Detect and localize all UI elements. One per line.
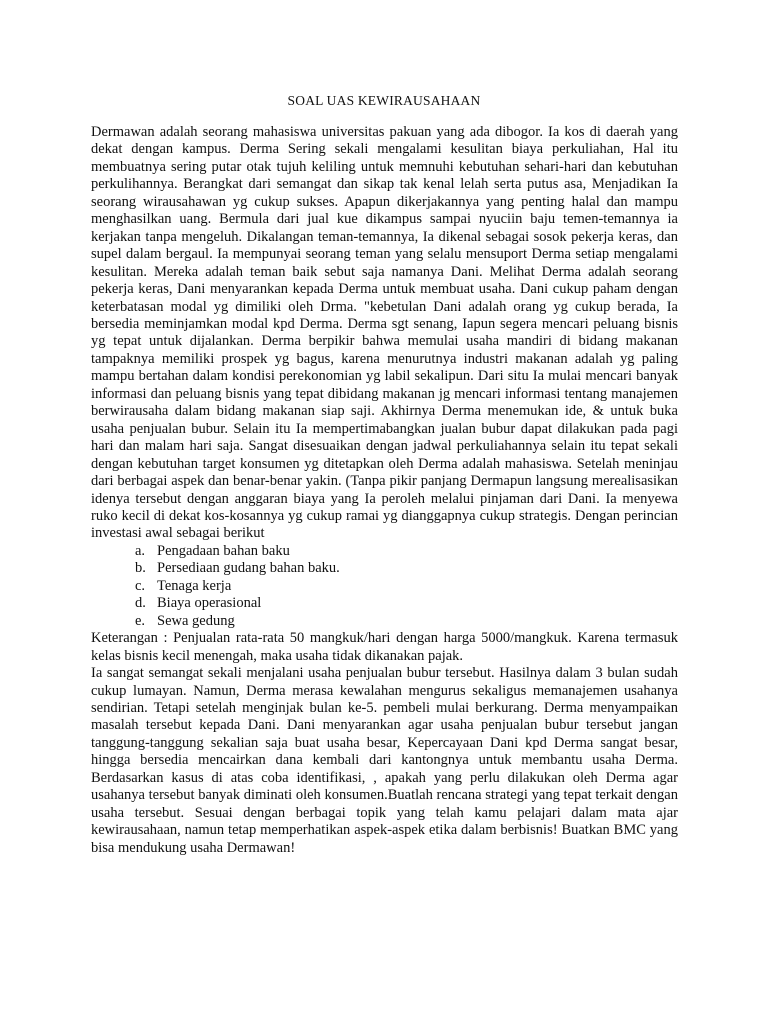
document-body xyxy=(91,124,678,857)
list-marker: c. xyxy=(135,577,146,594)
paragraph-keterangan: Keterangan : Penjualan rata-rata 50 mangkuk/hari dengan harga 5000/mangkuk. Karena termasuk kelas bisnis kecil menengah, maka usaha tidak dikanakan pajak. xyxy=(91,630,678,664)
list-item-text: Biaya operasional xyxy=(157,595,262,612)
list-item-text: Sewa gedung xyxy=(157,612,235,629)
list-item xyxy=(135,543,678,560)
investment-list xyxy=(91,543,678,630)
list-marker: b. xyxy=(135,560,146,577)
list-marker: e. xyxy=(135,612,146,629)
list-item xyxy=(135,613,678,630)
list-item-text: Tenaga kerja xyxy=(157,577,232,594)
paragraph-question: Ia sangat semangat sekali menjalani usaha penjualan bubur tersebut. Hasilnya dalam 3 bulan sudah cukup lumayan. Namun, Derma merasa kewalahan mengurus sekaligus memanajemen usahanya sendirian. Tetapi setelah menginjak bulan ke-5. pembeli mulai berkurang. Derma menyampaikan masalah tersebut kepada Dani. Dani menyarankan agar usaha penjualan bubur tersebut jangan tanggung-tanggung sekalian saja buat usaha besar, Kepercayaan Dani kpd Derma sangat besar, hingga bersedia mencairkan dana kembali dari kantongnya untuk membantu usaha Derma. Berdasarkan kasus di atas coba identifikasi, , apakah yang perlu dilakukan oleh Derma agar usahanya tersebut banyak diminati oleh konsumen.Buatlah rencana strategi yang tepat terkait dengan usaha tersebut. Sesuai dengan berbagai topik yang telah kamu pelajari dalam mata ajar kewirausahaan, namun tetap memperhatikan aspek-aspek etika dalam berbisnis! Buatkan BMC yang bisa mendukung usaha Dermawan! xyxy=(91,665,678,856)
list-marker: d. xyxy=(135,595,146,612)
list-item-text: Pengadaan bahan baku xyxy=(157,542,290,559)
list-marker: a. xyxy=(135,542,146,559)
list-item xyxy=(135,578,678,595)
list-item-text: Persediaan gudang bahan baku. xyxy=(157,560,340,577)
document-title: SOAL UAS KEWIRAUSAHAAN xyxy=(287,93,481,108)
paragraph-case-intro: Dermawan adalah seorang mahasiswa universitas pakuan yang ada dibogor. Ia kos di daerah yang dekat dengan kampus. Derma Sering sekali mengalami kesulitan biaya perkuliahan, Hal itu membuatnya sering putar otak tujuh keliling untuk memnuhi kebutuhan sehari-hari dan kebutuhan perkulihannya. Berangkat dari semangat dan sikap tak kenal lelah serta putus asa, Menjadikan Ia seorang wirausahawan yg cukup sukses. Apapun dikerjakannya yang penting halal dan mampu menghasilkan uang. Bermula dari jual kue dikampus sampai nyuciin baju temen-temannya ia kerjakan tanpa mengeluh. Dikalangan teman-temannya, Ia dikenal sebagai sosok pekerja keras, dan supel dalam bergaul. Ia mempunyai seorang teman yang selalu mensuport Derma setiap mengalami kesulitan. Mereka adalah teman baik sebut saja namanya Dani. Melihat Derma adalah seorang pekerja keras, Dani menyarankan kepada Derma untuk membuat usaha. Dani cukup paham dengan keterbatasan modal yg dimiliki oleh Drma. "kebetulan Dani adalah orang yg cukup berada, Ia bersedia meminjamkan modal kpd Derma. Derma sgt senang, Iapun segera mencari peluang bisnis yg tepat untuk dijalankan. Derma berpikir bahwa memulai usaha mandiri di bidang makanan tampaknya memiliki prospek yg bagus, karena menurutnya industri makanan adalah yg paling mampu bertahan dalam kondisi perekonomian yg labil sekalipun. Dari situ Ia mulai mencari banyak informasi dan peluang bisnis yang tepat dibidang makanan jg mencari informasi tentang manajemen berwirausaha dalam bidang makanan siap saji. Akhirnya Derma menemukan ide, & untuk buka usaha penjualan bubur. Selain itu Ia mempertimabangkan jualan bubur dapat dilakukan pada pagi hari dan malam hari saja. Sangat disesuaikan dengan jadwal perkuliahannya selain itu tepat sekali dengan kebutuhan target konsumen yg ditetapkan oleh Derma adalah mahasiswa. Setelah meninjau dari berbagai aspek dan benar-benar yakin. (Tanpa pikir panjang Dermapun langsung merealisasikan idenya tersebut dengan anggaran biaya yang Ia peroleh melalui pinjaman dari Dani. Ia menyewa ruko kecil di dekat kos-kosannya yg cukup ramai yg dianggapnya cukup strategis. Dengan perincian investasi awal sebagai berikut xyxy=(91,124,678,542)
list-item xyxy=(135,560,678,577)
list-item xyxy=(135,595,678,612)
